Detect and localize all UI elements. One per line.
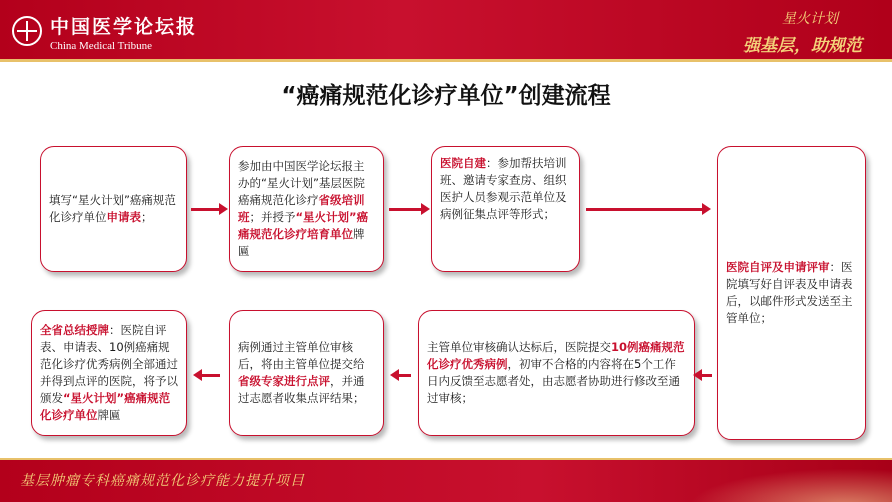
step-box-self-construction (431, 146, 580, 272)
step-text: 病例通过主管单位审核后，将由主管单位提交给省级专家进行点评，并通过志愿者收集点评结果； (238, 340, 365, 405)
flow-arrow-left-icon (200, 374, 220, 377)
step-box-case-submission (418, 310, 695, 436)
highlight-text: 申请表 (106, 210, 141, 224)
flow-arrow-right-icon (191, 208, 221, 211)
flow-arrow-right-icon (389, 208, 423, 211)
highlight-text: “星火计划”癌痛规范化诊疗培育单位 (238, 210, 369, 241)
step-box-provincial-training (229, 146, 384, 272)
step-text: 医院自评及申请评审：医院填写好自评表及申请表后，以邮件形式发送至主管单位； (726, 260, 853, 325)
slogan-line-2: 强基层，助规范 (743, 36, 862, 56)
flow-arrow-right-icon (586, 208, 704, 211)
highlight-text: “星火计划”癌痛规范化诊疗单位 (40, 391, 171, 422)
step-text: 填写“星火计划”癌痛规范化诊疗单位申请表； (49, 193, 176, 224)
step-text: 全省总结授牌：医院自评表、申请表、10例癌痛规范化诊疗优秀病例全部通过并得到点评的医院，将予以颁发“星火计划”癌痛规范化诊疗单位牌匾 (40, 323, 178, 422)
step-text: 主管单位审核确认达标后，医院提交10例癌痛规范化诊疗优秀病例，初审不合格的内容将在5个工作日内反馈至志愿者处，由志愿者协助进行修改至通过审核； (427, 340, 685, 405)
highlight-text: 省级专家进行点评 (238, 374, 330, 388)
step-box-expert-review (229, 310, 384, 436)
decorative-wave (662, 462, 892, 502)
highlight-text: 省级培训班 (238, 193, 365, 224)
step-box-self-evaluation (717, 146, 866, 440)
step-text: 参加由中国医学论坛报主办的“星火计划”基层医院癌痛规范化诊疗省级培训班；并授予“星火计划”癌痛规范化诊疗培育单位牌匾 (238, 159, 369, 258)
globe-logo-icon (12, 16, 42, 46)
highlight-text: 10例癌痛规范化诊疗优秀病例 (427, 340, 685, 371)
highlight-text: 全省总结授牌 (40, 323, 109, 337)
flow-arrow-left-icon (700, 374, 712, 377)
highlight-text: 医院自评及申请评审 (726, 260, 830, 274)
footer-bar (0, 458, 892, 502)
slogan-line-1: 星火计划 (782, 11, 838, 27)
header-bar (0, 0, 892, 62)
flow-arrow-left-icon (397, 374, 411, 377)
highlight-text: 医院自建 (440, 156, 486, 170)
logo-chinese-name: 中国医学论坛报 (50, 16, 198, 38)
footer-project-name: 基层肿瘤专科癌痛规范化诊疗能力提升项目 (20, 473, 305, 489)
page-title: “癌痛规范化诊疗单位”创建流程 (281, 83, 611, 109)
step-box-application-form (40, 146, 187, 272)
step-box-award-plaque (31, 310, 187, 436)
step-text: 医院自建：参加帮扶培训班、邀请专家查房、组织医护人员参观示范单位及病例征集点评等形式； (440, 156, 567, 221)
logo-english-name: China Medical Tribune (50, 40, 153, 52)
